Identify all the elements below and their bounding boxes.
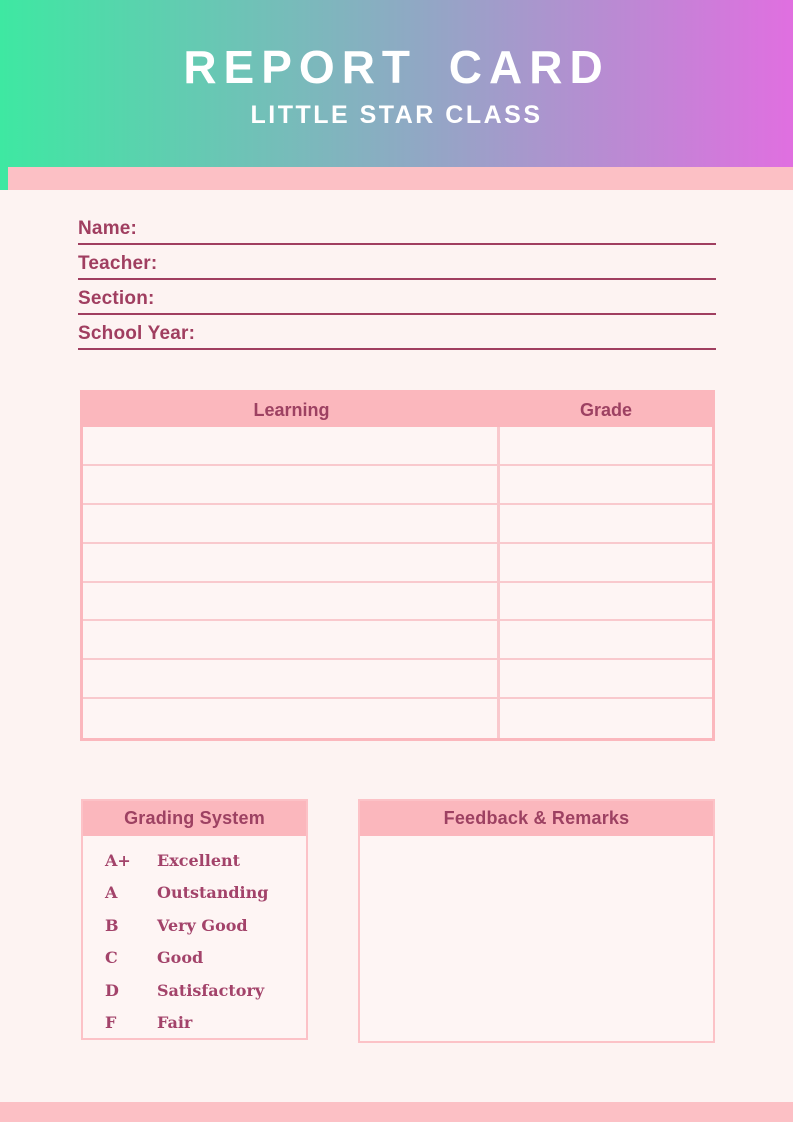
grade-letter: D — [105, 980, 119, 1000]
table-row — [83, 544, 712, 583]
grades-table-header — [83, 393, 712, 427]
header-pink-strip — [8, 167, 793, 190]
learning-cell[interactable] — [83, 583, 500, 620]
feedback-remarks-title: Feedback & Remarks — [360, 801, 713, 836]
grading-system-box — [81, 799, 308, 1040]
section-field-label: Section: — [78, 288, 155, 309]
header-banner — [0, 0, 793, 190]
grade-cell[interactable] — [500, 660, 712, 697]
page-title: REPORT CARD — [183, 41, 610, 93]
grade-letter: F — [105, 1013, 117, 1033]
list-item — [105, 974, 306, 1007]
table-row — [83, 660, 712, 699]
table-row — [83, 621, 712, 660]
learning-column-header: Learning — [253, 399, 330, 420]
grade-letter: B — [105, 915, 119, 935]
grading-system-title: Grading System — [83, 801, 306, 836]
name-field[interactable] — [78, 210, 716, 245]
grade-meaning: Satisfactory — [157, 980, 265, 1000]
grade-meaning: Very Good — [157, 915, 248, 935]
teacher-field[interactable] — [78, 245, 716, 280]
learning-cell[interactable] — [83, 505, 500, 542]
learning-cell[interactable] — [83, 544, 500, 581]
school-year-field-label: School Year: — [78, 323, 196, 344]
feedback-remarks-area[interactable] — [360, 836, 713, 1043]
grade-cell[interactable] — [500, 621, 712, 658]
list-item — [105, 942, 306, 975]
grade-cell[interactable] — [500, 699, 712, 738]
table-row — [83, 466, 712, 505]
grade-cell[interactable] — [500, 583, 712, 620]
feedback-remarks-box — [358, 799, 715, 1043]
grade-cell[interactable] — [500, 505, 712, 542]
name-field-label: Name: — [78, 218, 138, 239]
learning-cell[interactable] — [83, 466, 500, 503]
school-year-field[interactable] — [78, 315, 716, 350]
list-item — [105, 909, 306, 942]
learning-cell[interactable] — [83, 427, 500, 464]
grade-letter: A — [105, 883, 118, 903]
grade-meaning: Good — [157, 948, 204, 968]
table-row — [83, 583, 712, 622]
student-info-section — [78, 210, 716, 350]
learning-cell[interactable] — [83, 699, 500, 738]
grade-cell[interactable] — [500, 466, 712, 503]
grading-system-list — [83, 836, 306, 1039]
grade-meaning: Outstanding — [157, 883, 269, 903]
teacher-field-label: Teacher: — [78, 253, 158, 274]
table-row — [83, 427, 712, 466]
grade-meaning: Excellent — [157, 850, 241, 870]
list-item — [105, 1007, 306, 1040]
grades-table — [80, 390, 715, 741]
table-row — [83, 699, 712, 738]
grade-letter: A+ — [105, 850, 131, 870]
list-item — [105, 844, 306, 877]
grade-meaning: Fair — [157, 1013, 193, 1033]
learning-cell[interactable] — [83, 660, 500, 697]
grade-cell[interactable] — [500, 427, 712, 464]
list-item — [105, 877, 306, 910]
section-field[interactable] — [78, 280, 716, 315]
learning-cell[interactable] — [83, 621, 500, 658]
table-row — [83, 505, 712, 544]
grade-letter: C — [105, 948, 118, 968]
page-subtitle: LITTLE STAR CLASS — [250, 101, 543, 129]
footer-pink-strip — [0, 1102, 793, 1122]
grade-cell[interactable] — [500, 544, 712, 581]
grade-column-header: Grade — [579, 399, 633, 420]
